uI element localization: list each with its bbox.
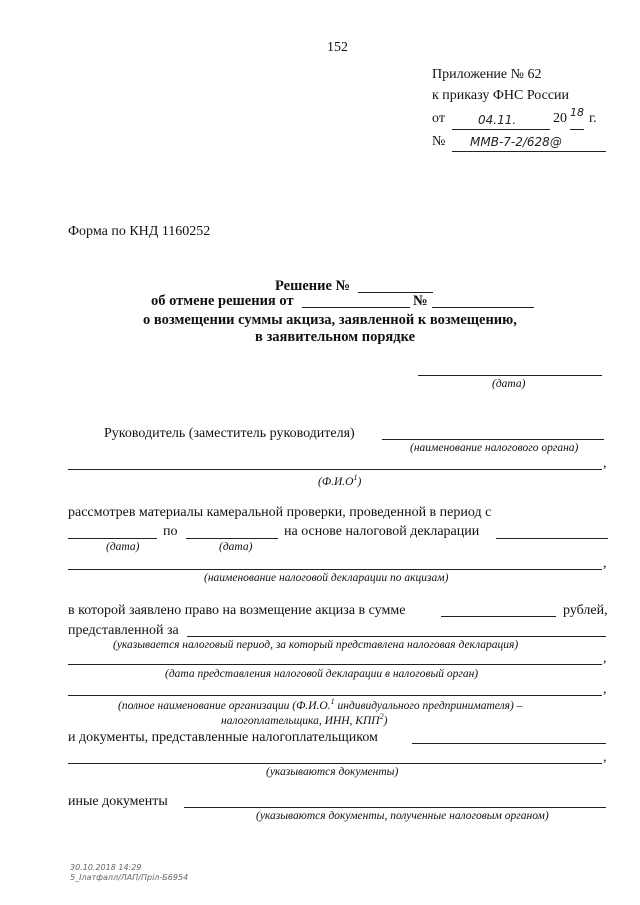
submitted-for-label: представленной за [68, 623, 179, 638]
year-suffix: г. [589, 111, 597, 126]
documents-text: и документы, представленные налогоплательщиком [68, 730, 378, 745]
fio-line [68, 469, 602, 470]
claimed-text: в которой заявлено право на возмещение акциза в сумме [68, 603, 406, 618]
order-number-handwritten: ММВ-7-2/628@ [470, 135, 562, 149]
declaration-line-a [496, 538, 608, 539]
decision-date-line [418, 375, 602, 376]
caption-date-from: (дата) [106, 541, 140, 553]
period-to-line [186, 538, 278, 539]
caption-documents: (указываются документы) [266, 766, 399, 778]
period-from-line [68, 538, 157, 539]
caption-fio-close: ) [357, 475, 362, 488]
caption-org-1a: (полное наименование организации (Ф.И.О. [118, 699, 331, 712]
other-documents-text: иные документы [68, 794, 168, 809]
submission-date-line [68, 664, 602, 665]
title-line-3: о возмещении суммы акциза, заявленной к возмещению, [143, 312, 517, 328]
tax-period-line [187, 636, 606, 637]
decision-title: Решение № [275, 278, 351, 294]
caption-organization-2 [221, 712, 387, 727]
order-date-handwritten: 04.11. [478, 113, 517, 127]
other-documents-line [184, 807, 606, 808]
caption-date-to: (дата) [219, 541, 253, 553]
footer-file: 5_Ілатфалл/ЛАП/Пріл-Б6954 [70, 873, 189, 882]
year-prefix: 20 [553, 111, 567, 126]
caption-org-footnote-1: 1 [330, 697, 335, 706]
caption-tax-authority: (наименование налогового органа) [410, 442, 579, 454]
caption-declaration: (наименование налоговой декларации по акцизам) [204, 572, 449, 584]
caption-org-1b: индивидуального предпринимателя) – [334, 699, 523, 712]
date-prefix: от [432, 111, 445, 126]
documents-comma: , [603, 750, 607, 765]
organization-line [68, 695, 602, 696]
caption-fio-footnote: 1 [353, 473, 358, 482]
caption-other-documents: (указываются документы, полученные налоговым органом) [256, 810, 549, 822]
caption-organization-1 [118, 697, 522, 712]
basis-label: на основе налоговой декларации [284, 524, 480, 539]
caption-org-2a: налогоплательщика, ИНН, КПП [221, 714, 380, 727]
number-prefix: № [432, 134, 446, 149]
year-line [570, 129, 584, 130]
caption-date: (дата) [492, 378, 526, 390]
organization-comma: , [603, 682, 607, 697]
form-code: Форма по КНД 1160252 [68, 224, 211, 239]
order-number-line [452, 151, 606, 152]
order-label: к приказу ФНС России [432, 88, 570, 103]
fio-comma: , [603, 456, 607, 471]
appendix-label: Приложение № 62 [432, 67, 542, 82]
caption-org-2b: ) [383, 714, 388, 727]
page-number: 152 [327, 40, 348, 55]
cancel-number-sign: № [413, 293, 428, 309]
caption-org-footnote-2: 2 [379, 712, 384, 721]
caption-tax-period: (указывается налоговый период, за который представлена налоговая декларация) [113, 639, 519, 651]
documents-line-a [412, 743, 606, 744]
head-label: Руководитель (заместитель руководителя) [104, 426, 355, 441]
submission-comma: , [603, 651, 607, 666]
cancel-date-line [302, 307, 410, 308]
tax-authority-line [382, 439, 604, 440]
caption-fio [318, 473, 361, 488]
rubles-label: рублей, [563, 603, 608, 618]
year-handwritten: 18 [570, 106, 584, 119]
caption-submission-date: (дата представления налоговой декларации в налоговый орган) [165, 668, 479, 680]
considered-text: рассмотрев материалы камеральной проверки, проведенной в период с [68, 505, 492, 520]
cancel-number-line [432, 307, 534, 308]
cancel-label: об отмене решения от [151, 293, 294, 309]
footer-timestamp: 30.10.2018 14:29 [70, 863, 142, 872]
documents-line-b [68, 763, 602, 764]
declaration-line-b [68, 569, 602, 570]
amount-line [441, 616, 556, 617]
caption-fio-text: (Ф.И.О [318, 475, 354, 488]
title-line-4: в заявительном порядке [255, 329, 416, 345]
by-label: по [163, 524, 178, 539]
declaration-comma: , [603, 556, 607, 571]
order-date-line [452, 129, 550, 130]
